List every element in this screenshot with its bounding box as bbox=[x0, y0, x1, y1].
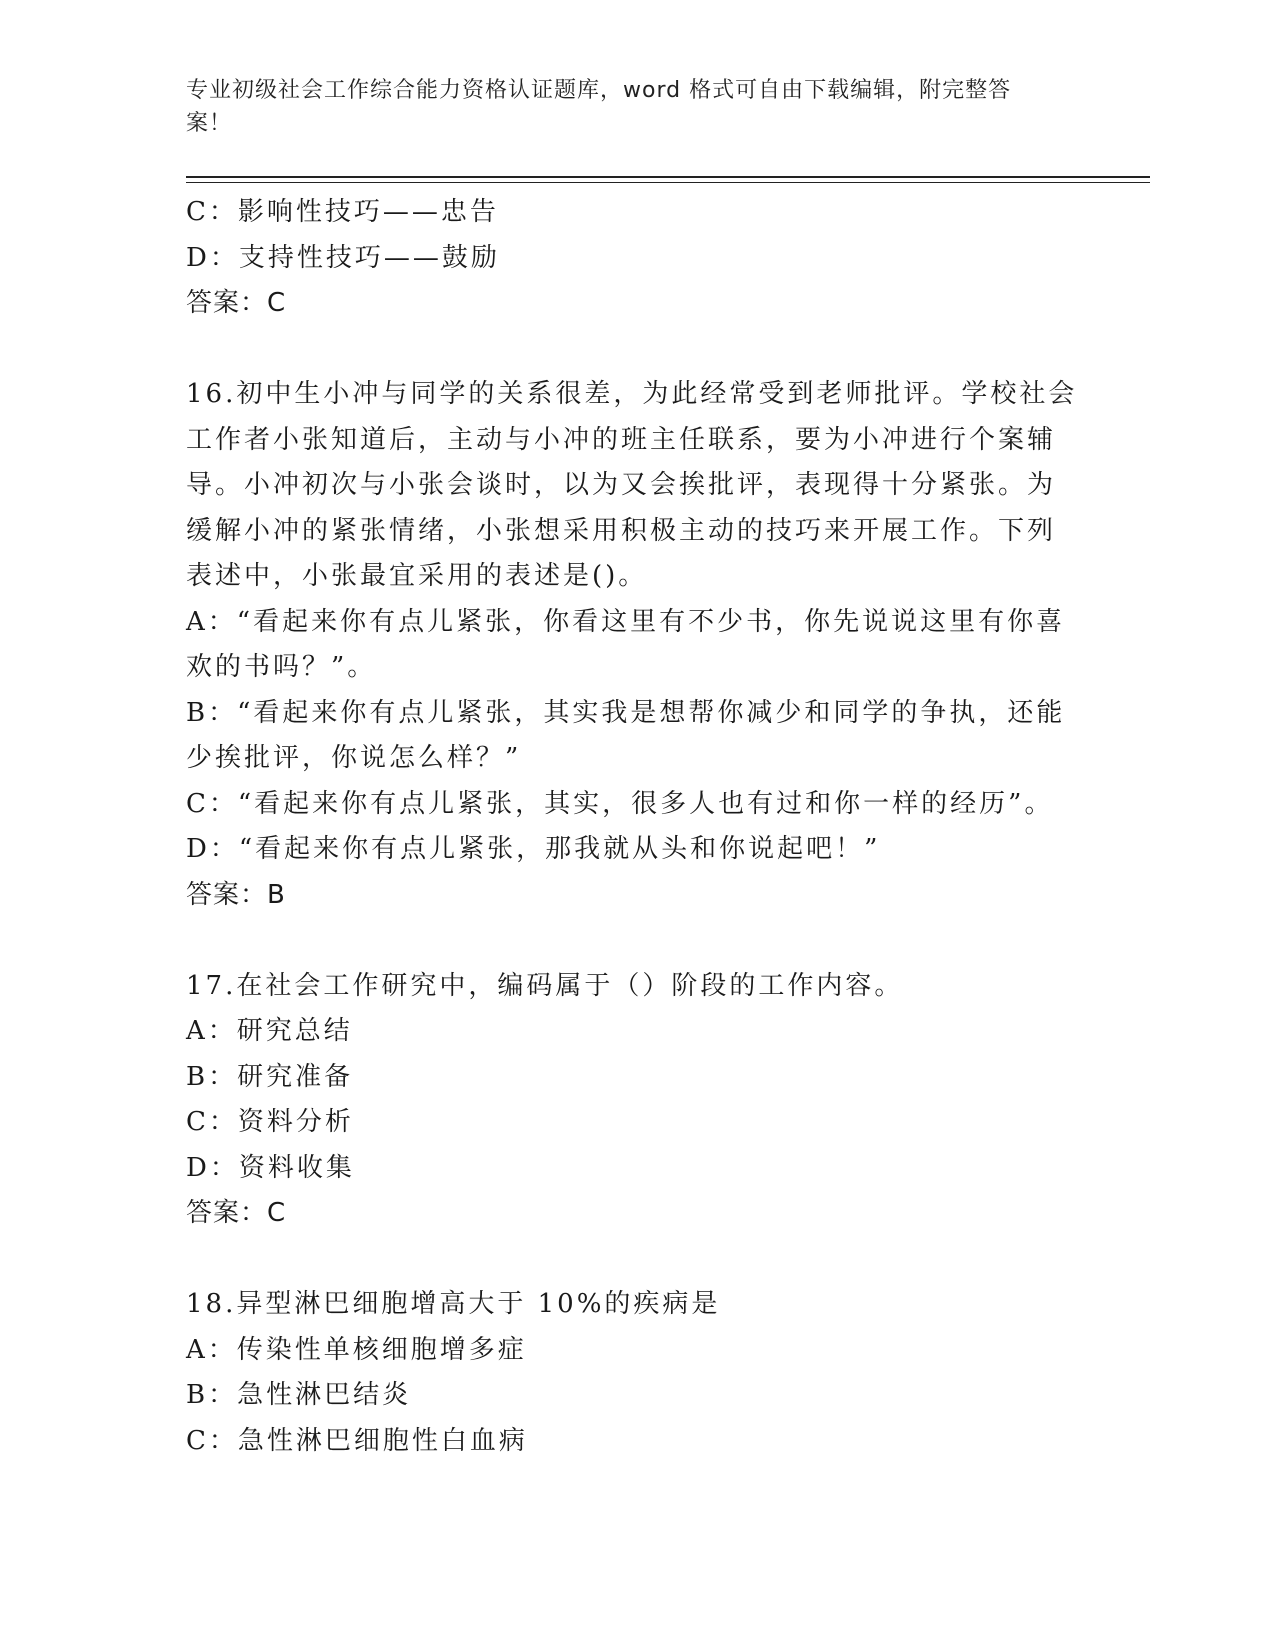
spacer bbox=[186, 327, 1086, 373]
q15-option-c: C：影响性技巧——忠告 bbox=[186, 197, 499, 227]
header-line-1: 专业初级社会工作综合能力资格认证题库，word 格式可自由下载编辑，附完整答 bbox=[186, 78, 1012, 103]
q16-option-a-line: 欢的书吗？”。 bbox=[186, 652, 377, 682]
q16-option-b-line: 少挨批评，你说怎么样？” bbox=[186, 743, 522, 773]
q16-option-a bbox=[186, 600, 1086, 691]
q16-stem-line: 16.初中生小冲与同学的关系很差，为此经常受到老师批评。学校社会 bbox=[186, 379, 1078, 409]
q16-stem-line: 工作者小张知道后，主动与小冲的班主任联系，要为小冲进行个案辅 bbox=[186, 424, 1057, 455]
q18-option-b: B：急性淋巴结炎 bbox=[186, 1380, 412, 1410]
q16-answer: 答案：B bbox=[186, 879, 286, 910]
q16-option-d: D：“看起来你有点儿紧张，那我就从头和你说起吧！” bbox=[186, 834, 881, 864]
question-content bbox=[186, 190, 1086, 1464]
q18-option-a: A：传染性单核细胞增多症 bbox=[186, 1334, 527, 1365]
q17-option-d: D：资料收集 bbox=[186, 1152, 355, 1183]
q15-option-d: D：支持性技巧——鼓励 bbox=[186, 242, 500, 273]
q16-option-c: C：“看起来你有点儿紧张，其实，很多人也有过和你一样的经历”。 bbox=[186, 788, 1054, 819]
q17-option-b: B：研究准备 bbox=[186, 1061, 354, 1092]
q16-stem-line: 缓解小冲的紧张情绪，小张想采用积极主动的技巧来开展工作。下列 bbox=[186, 515, 1057, 546]
q17-answer: 答案：C bbox=[186, 1198, 287, 1228]
q16-stem-line: 导。小冲初次与小张会谈时，以为又会挨批评，表现得十分紧张。为 bbox=[186, 470, 1057, 500]
q17-stem: 17.在社会工作研究中，编码属于（）阶段的工作内容。 bbox=[186, 970, 904, 1001]
q16-option-a-line: A：“看起来你有点儿紧张，你看这里有不少书，你先说说这里有你喜 bbox=[186, 606, 1066, 637]
header-line-2: 案！ bbox=[186, 111, 233, 136]
header-divider-thin bbox=[186, 182, 1150, 183]
header-divider-thick bbox=[186, 176, 1150, 178]
q18-option-c: C：急性淋巴细胞性白血病 bbox=[186, 1425, 528, 1456]
q16-stem bbox=[186, 372, 1086, 600]
q16-option-b bbox=[186, 691, 1086, 782]
q17-option-a: A：研究总结 bbox=[186, 1016, 353, 1046]
q17-option-c: C：资料分析 bbox=[186, 1107, 354, 1137]
spacer bbox=[186, 1237, 1086, 1283]
q15-answer: 答案：C bbox=[186, 288, 287, 318]
q16-option-b-line: B：“看起来你有点儿紧张，其实我是想帮你减少和同学的争执，还能 bbox=[186, 697, 1066, 728]
spacer bbox=[186, 918, 1086, 964]
document-header bbox=[186, 74, 1066, 140]
q18-stem: 18.异型淋巴细胞增高大于 10%的疾病是 bbox=[186, 1289, 721, 1319]
q16-stem-line: 表述中，小张最宜采用的表述是()。 bbox=[186, 561, 648, 591]
